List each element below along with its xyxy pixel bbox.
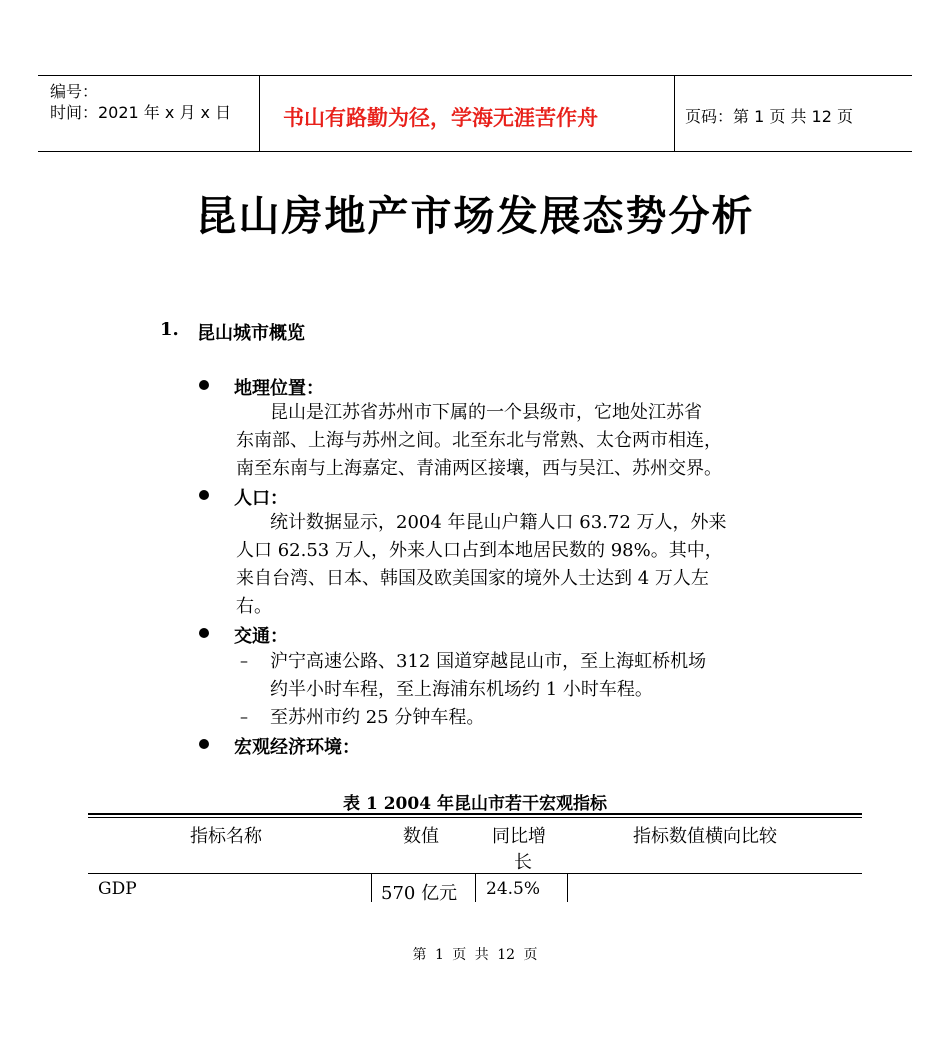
population-line-1: 统计数据显示，2004 年昆山户籍人口 63.72 万人，外来 bbox=[270, 512, 727, 533]
table-row-gdp-value: 570 亿元 bbox=[381, 883, 458, 904]
geo-heading: 地理位置： bbox=[234, 378, 324, 399]
traffic-line-2: 约半小时车程，至上海浦东机场约 1 小时车程。 bbox=[270, 679, 653, 700]
table-column-divider bbox=[567, 874, 568, 902]
page-number-label: 页码：第 1 页 共 12 页 bbox=[685, 107, 853, 126]
table-row-gdp-growth: 24.5% bbox=[486, 879, 541, 899]
header-divider-right bbox=[674, 75, 675, 151]
table-row-gdp-name: GDP bbox=[98, 879, 137, 899]
table-caption: 表 1 2004 年昆山市若干宏观指标 bbox=[343, 794, 607, 814]
population-line-3: 来自台湾、日本、韩国及欧美国家的境外人士达到 4 万人左 bbox=[236, 568, 709, 589]
document-title: 昆山房地产市场发展态势分析 bbox=[195, 192, 755, 240]
page-footer: 第 1 页 共 12 页 bbox=[412, 947, 538, 963]
table-top-border bbox=[88, 813, 862, 815]
geo-line-2: 东南部、上海与苏州之间。北至东北与常熟、太仓两市相连， bbox=[236, 430, 722, 451]
header-divider-left bbox=[259, 75, 260, 151]
table-header-name: 指标名称 bbox=[190, 826, 262, 847]
table-top-border-thin bbox=[88, 817, 862, 818]
serial-number-label: 编号： bbox=[50, 82, 99, 101]
table-header-compare: 指标数值横向比较 bbox=[633, 826, 777, 847]
table-header-value: 数值 bbox=[403, 826, 439, 847]
header-bottom-border bbox=[38, 151, 912, 152]
dash-marker: – bbox=[240, 651, 248, 670]
population-heading: 人口： bbox=[234, 488, 288, 509]
header-top-border bbox=[38, 75, 912, 76]
traffic-line-1: 沪宁高速公路、312 国道穿越昆山市，至上海虹桥机场 bbox=[270, 651, 707, 672]
traffic-heading: 交通： bbox=[234, 626, 288, 647]
bullet-dot bbox=[199, 739, 209, 749]
table-header-growth-2: 长 bbox=[514, 852, 532, 873]
table-column-divider bbox=[371, 874, 372, 902]
macro-heading: 宏观经济环境： bbox=[234, 737, 360, 758]
section-title: 昆山城市概览 bbox=[197, 323, 305, 344]
table-column-divider bbox=[475, 874, 476, 902]
header-motto: 书山有路勤为径，学海无涯苦作舟 bbox=[283, 106, 598, 130]
dash-marker: – bbox=[240, 707, 248, 726]
geo-line-1: 昆山是江苏省苏州市下属的一个县级市，它地处江苏省 bbox=[270, 402, 702, 423]
geo-line-3: 南至东南与上海嘉定、青浦两区接壤，西与吴江、苏州交界。 bbox=[236, 458, 722, 479]
population-line-2: 人口 62.53 万人，外来人口占到本地居民数的 98%。其中， bbox=[236, 540, 723, 561]
traffic-line-3: 至苏州市约 25 分钟车程。 bbox=[270, 707, 485, 728]
bullet-dot bbox=[199, 628, 209, 638]
bullet-dot bbox=[199, 490, 209, 500]
date-label: 时间：2021 年 x 月 x 日 bbox=[50, 103, 232, 122]
table-header-growth: 同比增 bbox=[492, 826, 546, 847]
section-number: 1. bbox=[160, 319, 179, 340]
bullet-dot bbox=[199, 380, 209, 390]
population-line-4: 右。 bbox=[236, 596, 272, 617]
